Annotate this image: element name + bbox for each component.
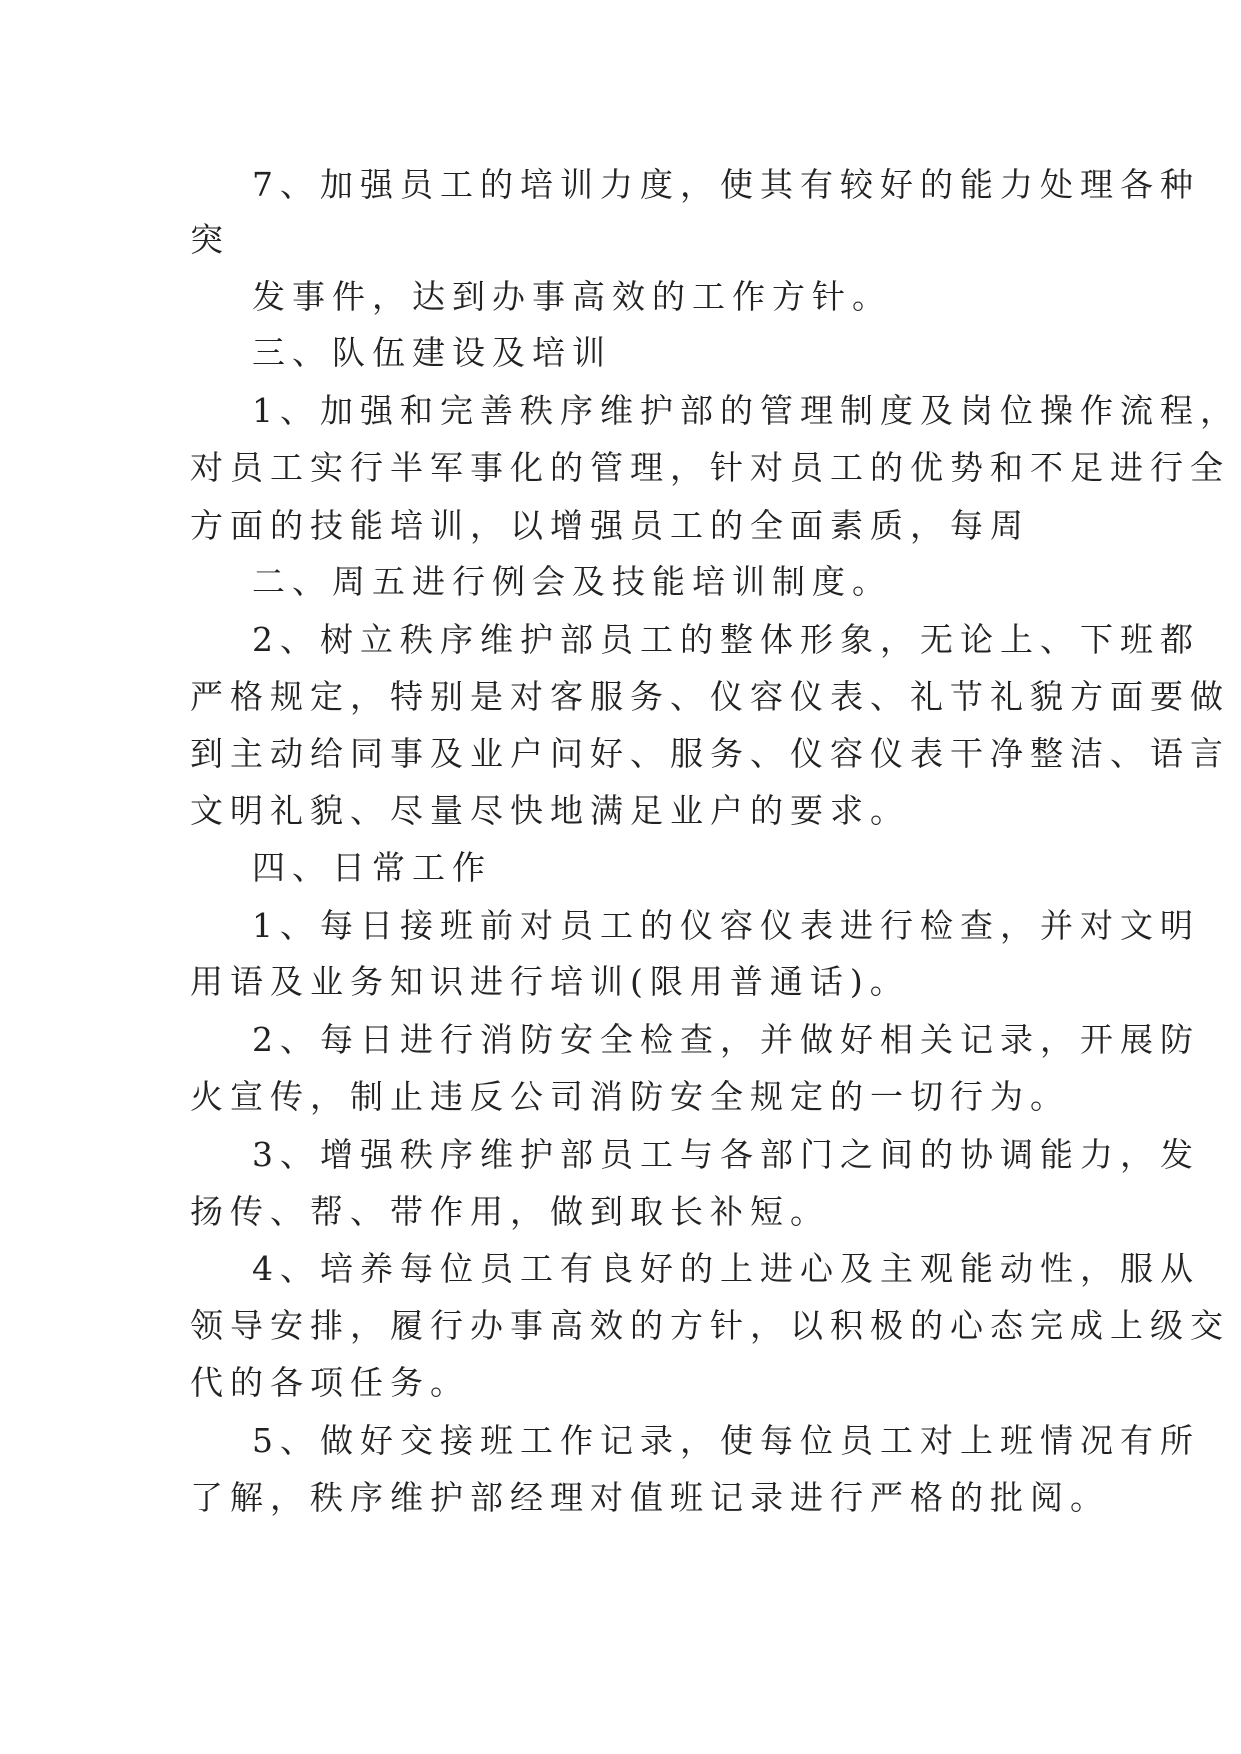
text-line: 领导安排，履行办事高效的方针，以积极的心态完成上级交 [190, 1306, 1230, 1345]
text-line: 发事件，达到办事高效的工作方针。 [252, 277, 892, 316]
text-line: 文明礼貌、尽量尽快地满足业户的要求。 [190, 791, 910, 830]
text-line: 5、做好交接班工作记录，使每位员工对上班情况有所 [252, 1421, 1200, 1460]
text-line: 1、加强和完善秩序维护部的管理制度及岗位操作流程， [252, 391, 1240, 430]
text-line: 7、加强员工的培训力度，使其有较好的能力处理各种 [252, 165, 1200, 204]
text-line: 二、周五进行例会及技能培训制度。 [252, 562, 892, 601]
text-line: 扬传、帮、带作用，做到取长补短。 [190, 1192, 830, 1231]
text-line: 用语及业务知识进行培训(限用普通话)。 [190, 962, 910, 1001]
text-line: 1、每日接班前对员工的仪容仪表进行检查，并对文明 [252, 906, 1200, 945]
text-line: 代的各项任务。 [190, 1363, 470, 1402]
text-line: 了解，秩序维护部经理对值班记录进行严格的批阅。 [190, 1478, 1110, 1517]
text-line: 2、每日进行消防安全检查，并做好相关记录，开展防 [252, 1020, 1200, 1059]
text-line: 对员工实行半军事化的管理，针对员工的优势和不足进行全 [190, 448, 1230, 487]
section-heading: 三、队伍建设及培训 [252, 333, 612, 372]
text-line: 方面的技能培训，以增强员工的全面素质，每周 [190, 506, 1030, 545]
text-line: 2、树立秩序维护部员工的整体形象，无论上、下班都 [252, 620, 1200, 659]
text-line: 严格规定，特别是对客服务、仪容仪表、礼节礼貌方面要做 [190, 677, 1230, 716]
text-line: 3、增强秩序维护部员工与各部门之间的协调能力，发 [252, 1135, 1200, 1174]
text-line: 到主动给同事及业户问好、服务、仪容仪表干净整洁、语言 [190, 734, 1230, 773]
text-line: 火宣传，制止违反公司消防安全规定的一切行为。 [190, 1077, 1070, 1116]
text-line: 突 [190, 220, 230, 259]
text-line: 4、培养每位员工有良好的上进心及主观能动性，服从 [252, 1249, 1200, 1288]
section-heading: 四、日常工作 [252, 848, 492, 887]
